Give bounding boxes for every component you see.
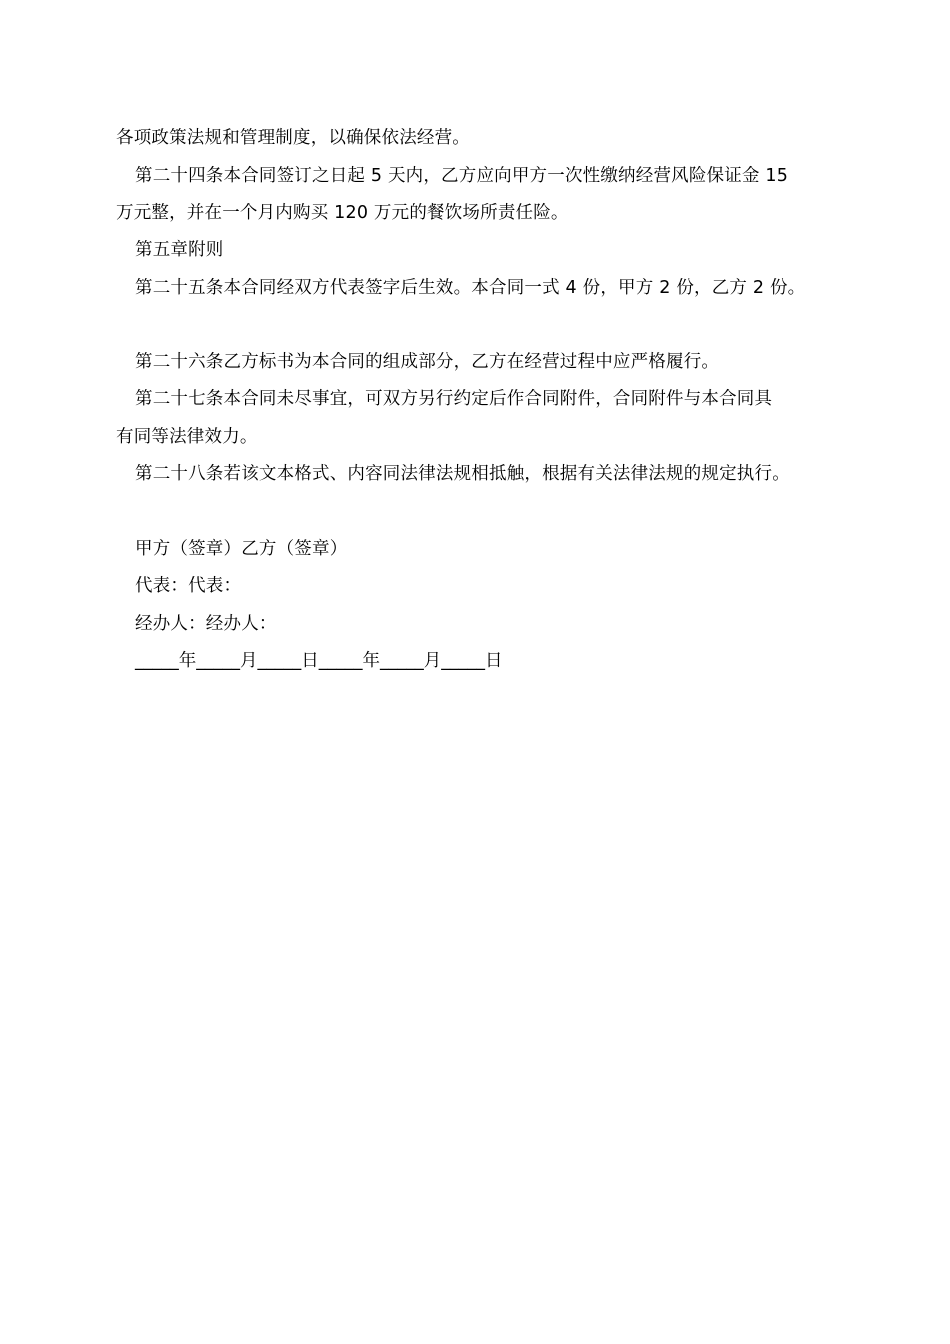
article-26: 第二十六条乙方标书为本合同的组成部分，乙方在经营过程中应严格履行。	[135, 352, 720, 372]
article-27-line-2: 有同等法律效力。	[116, 427, 258, 447]
paragraph-line-1: 各项政策法规和管理制度，以确保依法经营。	[116, 128, 470, 148]
signature-parties: 甲方（签章）乙方（签章）	[135, 539, 348, 559]
signature-handlers: 经办人：经办人：	[135, 614, 277, 634]
article-27-line-1: 第二十七条本合同未尽事宜，可双方另行约定后作合同附件，合同附件与本合同具	[135, 389, 773, 409]
article-25: 第二十五条本合同经双方代表签字后生效。本合同一式 4 份，甲方 2 份，乙方 2 份。	[135, 278, 806, 298]
signature-representatives: 代表：代表：	[135, 576, 242, 596]
article-24-line-2: 万元整，并在一个月内购买 120 万元的餐饮场所责任险。	[116, 203, 569, 223]
chapter-5-heading: 第五章附则	[135, 240, 224, 260]
signature-date: _____年_____月_____日_____年_____月_____日	[135, 651, 503, 671]
article-28: 第二十八条若该文本格式、内容同法律法规相抵触，根据有关法律法规的规定执行。	[135, 464, 790, 484]
article-24-line-1: 第二十四条本合同签订之日起 5 天内，乙方应向甲方一次性缴纳经营风险保证金 15	[135, 166, 789, 186]
